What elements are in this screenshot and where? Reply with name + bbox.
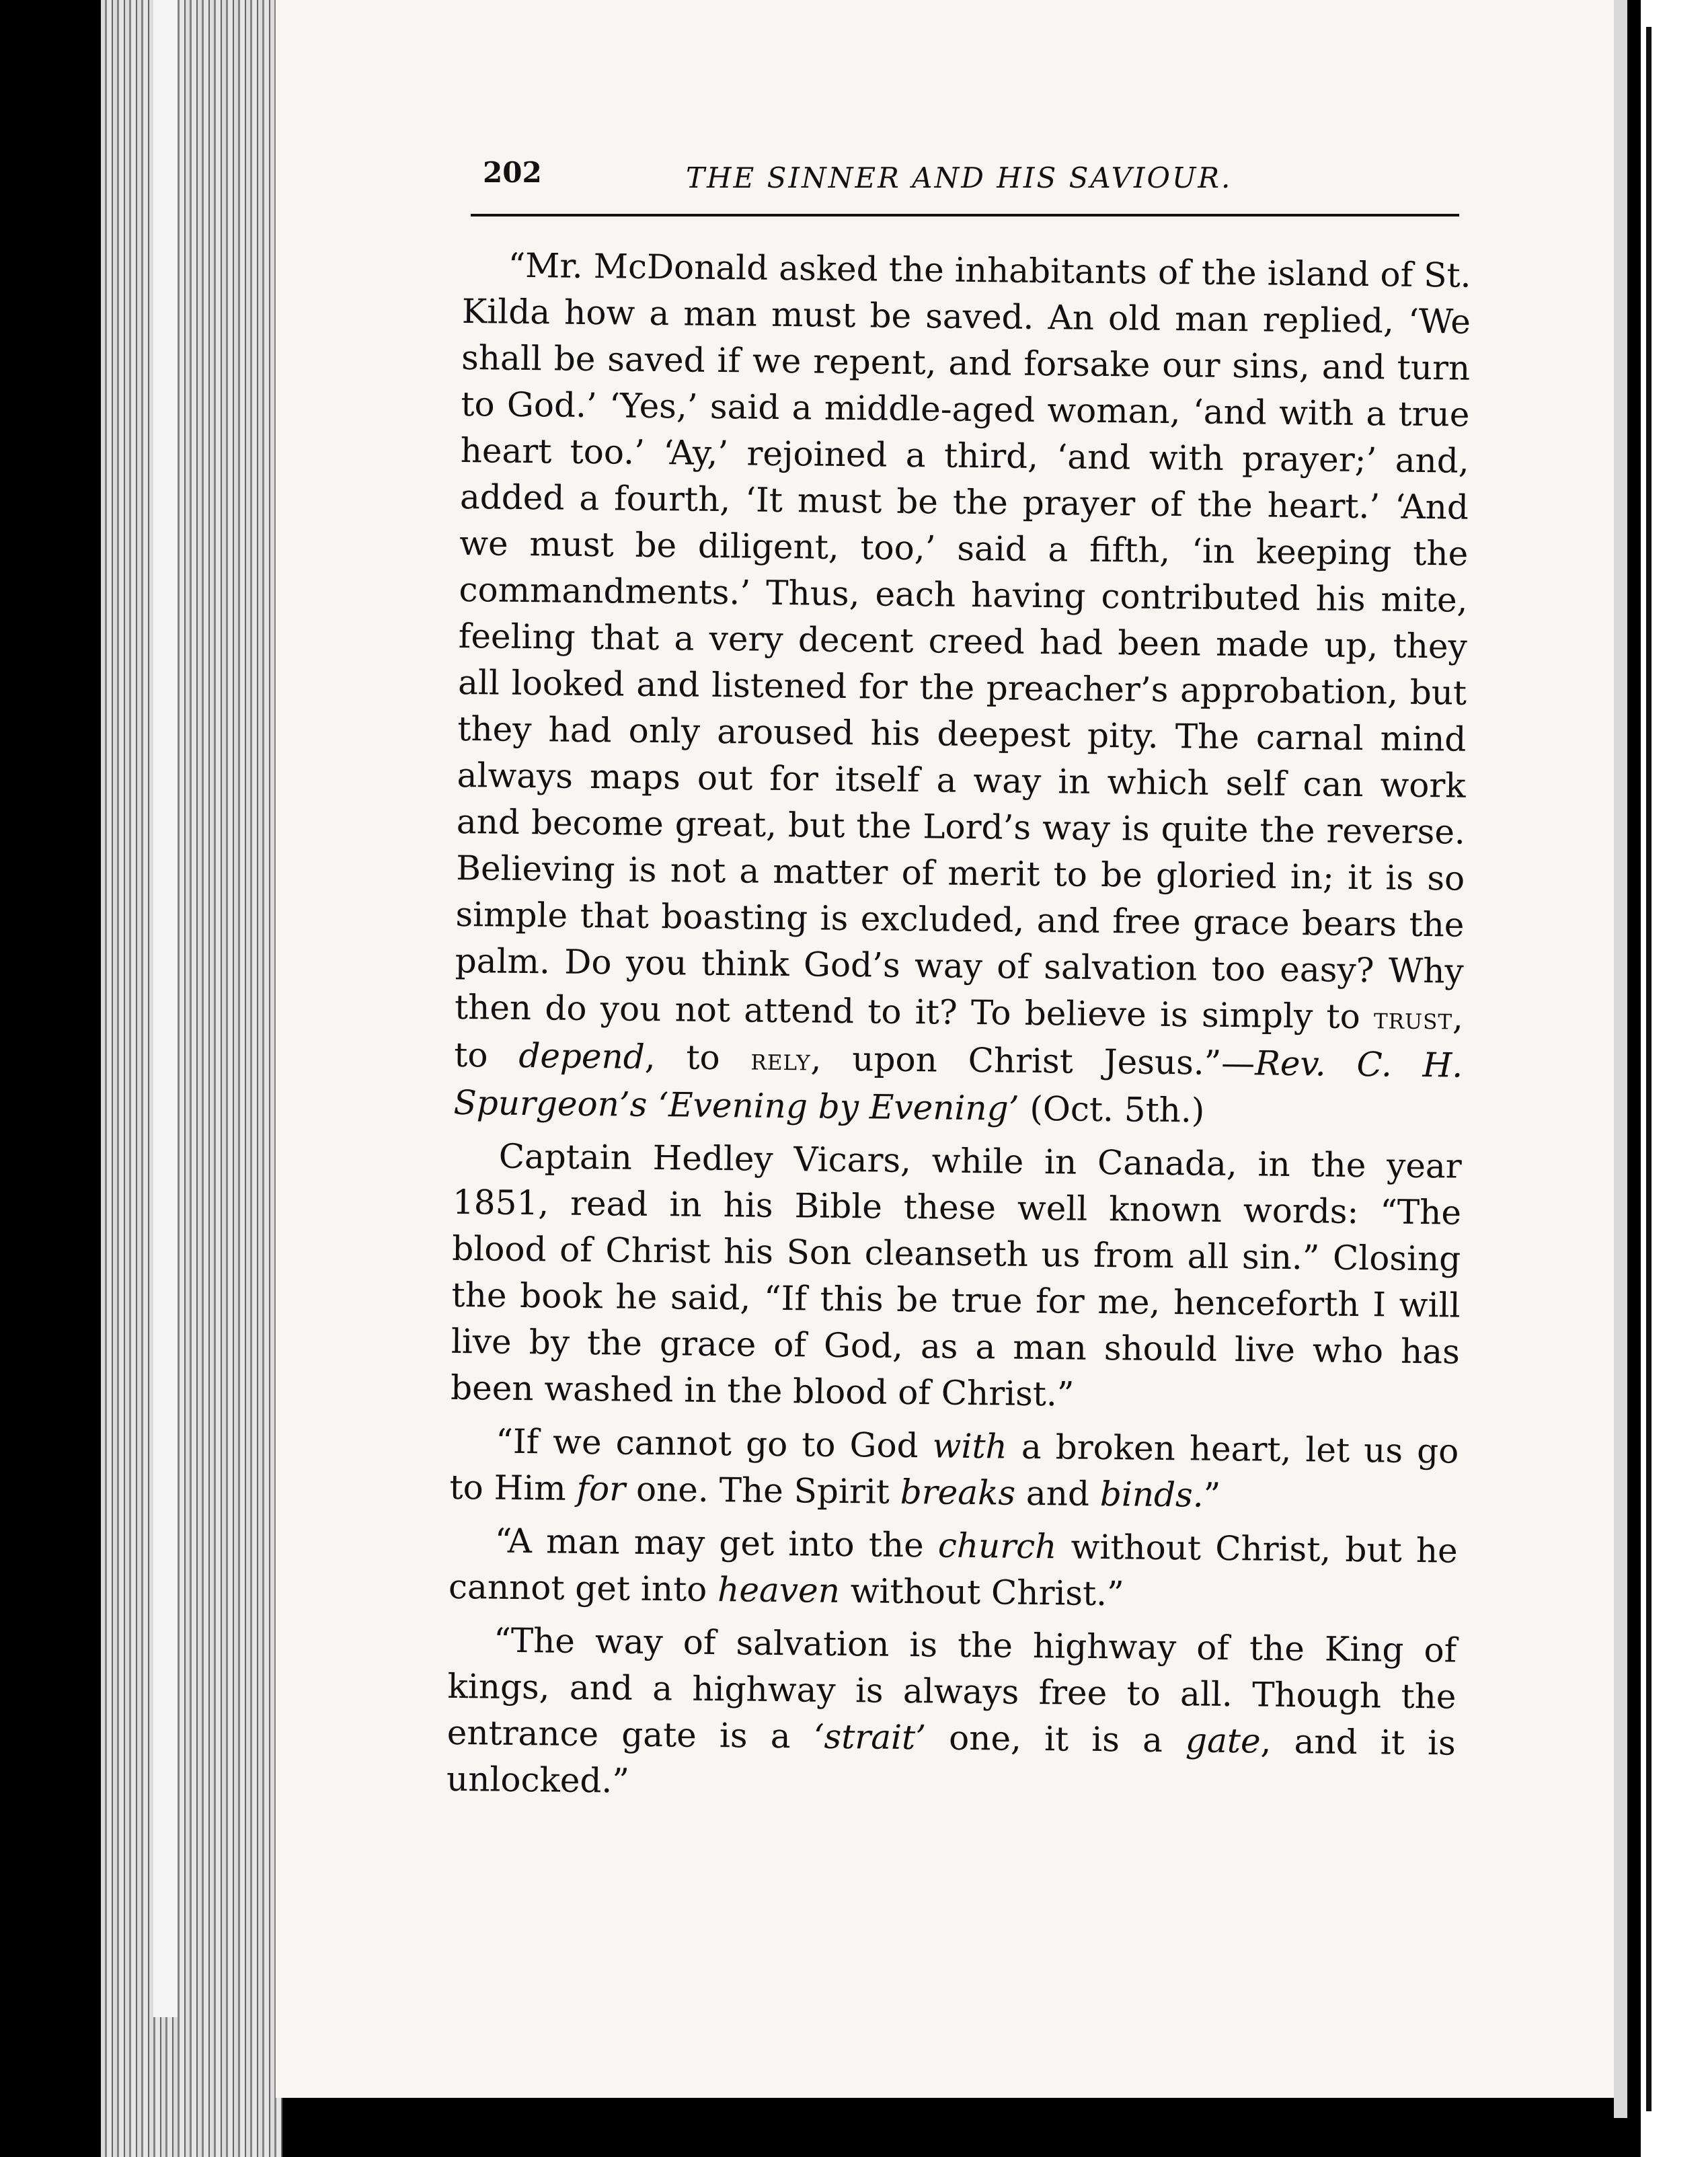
citation-source: Rev. C. H. Spurgeon’s ‘Evening by Evening’	[453, 1044, 1463, 1128]
page-right-edge	[1614, 0, 1627, 2118]
running-title: THE SINNER AND HIS SAVIOUR.	[686, 161, 1233, 194]
book-page-edge-highlight	[153, 0, 178, 2017]
header-rule	[471, 214, 1459, 217]
page-number: 202	[483, 156, 542, 189]
body-text	[447, 242, 1471, 1813]
word-trust: trust	[1373, 1001, 1453, 1037]
book-page-edges	[101, 0, 282, 2157]
gutter-line	[1646, 27, 1652, 2111]
paragraph-way-of-salvation: “The way of salvation is the highway of the King of kings, and a highway is always free to all. Though the entrance gate is a ‘strait’ one, it is a gate, and it is unlocked.”	[446, 1620, 1457, 1801]
paragraph-spurgeon-quote: “Mr. McDonald asked the inhabitants of the island of St. Kilda how a man must be saved. An old man replied, ‘We shall be saved if we repent, and forsake our sins, and turn to God.’ ‘Yes,’ said a middle-aged woman, ‘and with a true heart too.’ ‘Ay,’ rejoined a third, ‘and with prayer;’ and, added a fourth, ‘It must be the prayer of the heart.’ ‘And we must be diligent, too,’ said a fifth, ‘in keeping the commandments.’ Thus, each having contributed his mite, feeling that a very decent creed had been made up, they all looked and listened for the preacher’s approbation, but they had only aroused his deepest pity. The carnal mind always maps out for itself a way in which self can work and become great, but the Lord’s way is quite the reverse. Believing is not a matter of merit to be gloried in; it is so simple that boasting is excluded, and free grace bears the palm. Do you think God’s way of salvation too easy? Why then do you not attend to it? To believe is simply to trust, to depend, to rely, upon Christ Jesus.”—Rev. C. H. Spurgeon’s ‘Evening by Evening’ (Oct. 5th.)	[453, 245, 1471, 1130]
word-rely: rely	[750, 1042, 811, 1078]
paragraph-church-heaven: “A man may get into the church without Christ, but he cannot get into heaven without Christ.”	[448, 1521, 1458, 1614]
paragraph-broken-heart: “If we cannot go to God with a broken heart, let us go to Him for one. The Spirit breaks and binds.”	[449, 1421, 1459, 1515]
word-depend: depend	[518, 1035, 646, 1076]
paragraph-hedley-vicars: Captain Hedley Vicars, while in Canada, in the year 1851, read in his Bible these well known words: “The blood of Christ his Son cleanseth us from all sin.” Closing the book he said, “If this be true for me, henceforth I will live by the grace of God, as a man should live who has been washed in the blood of Christ.”	[450, 1136, 1462, 1414]
